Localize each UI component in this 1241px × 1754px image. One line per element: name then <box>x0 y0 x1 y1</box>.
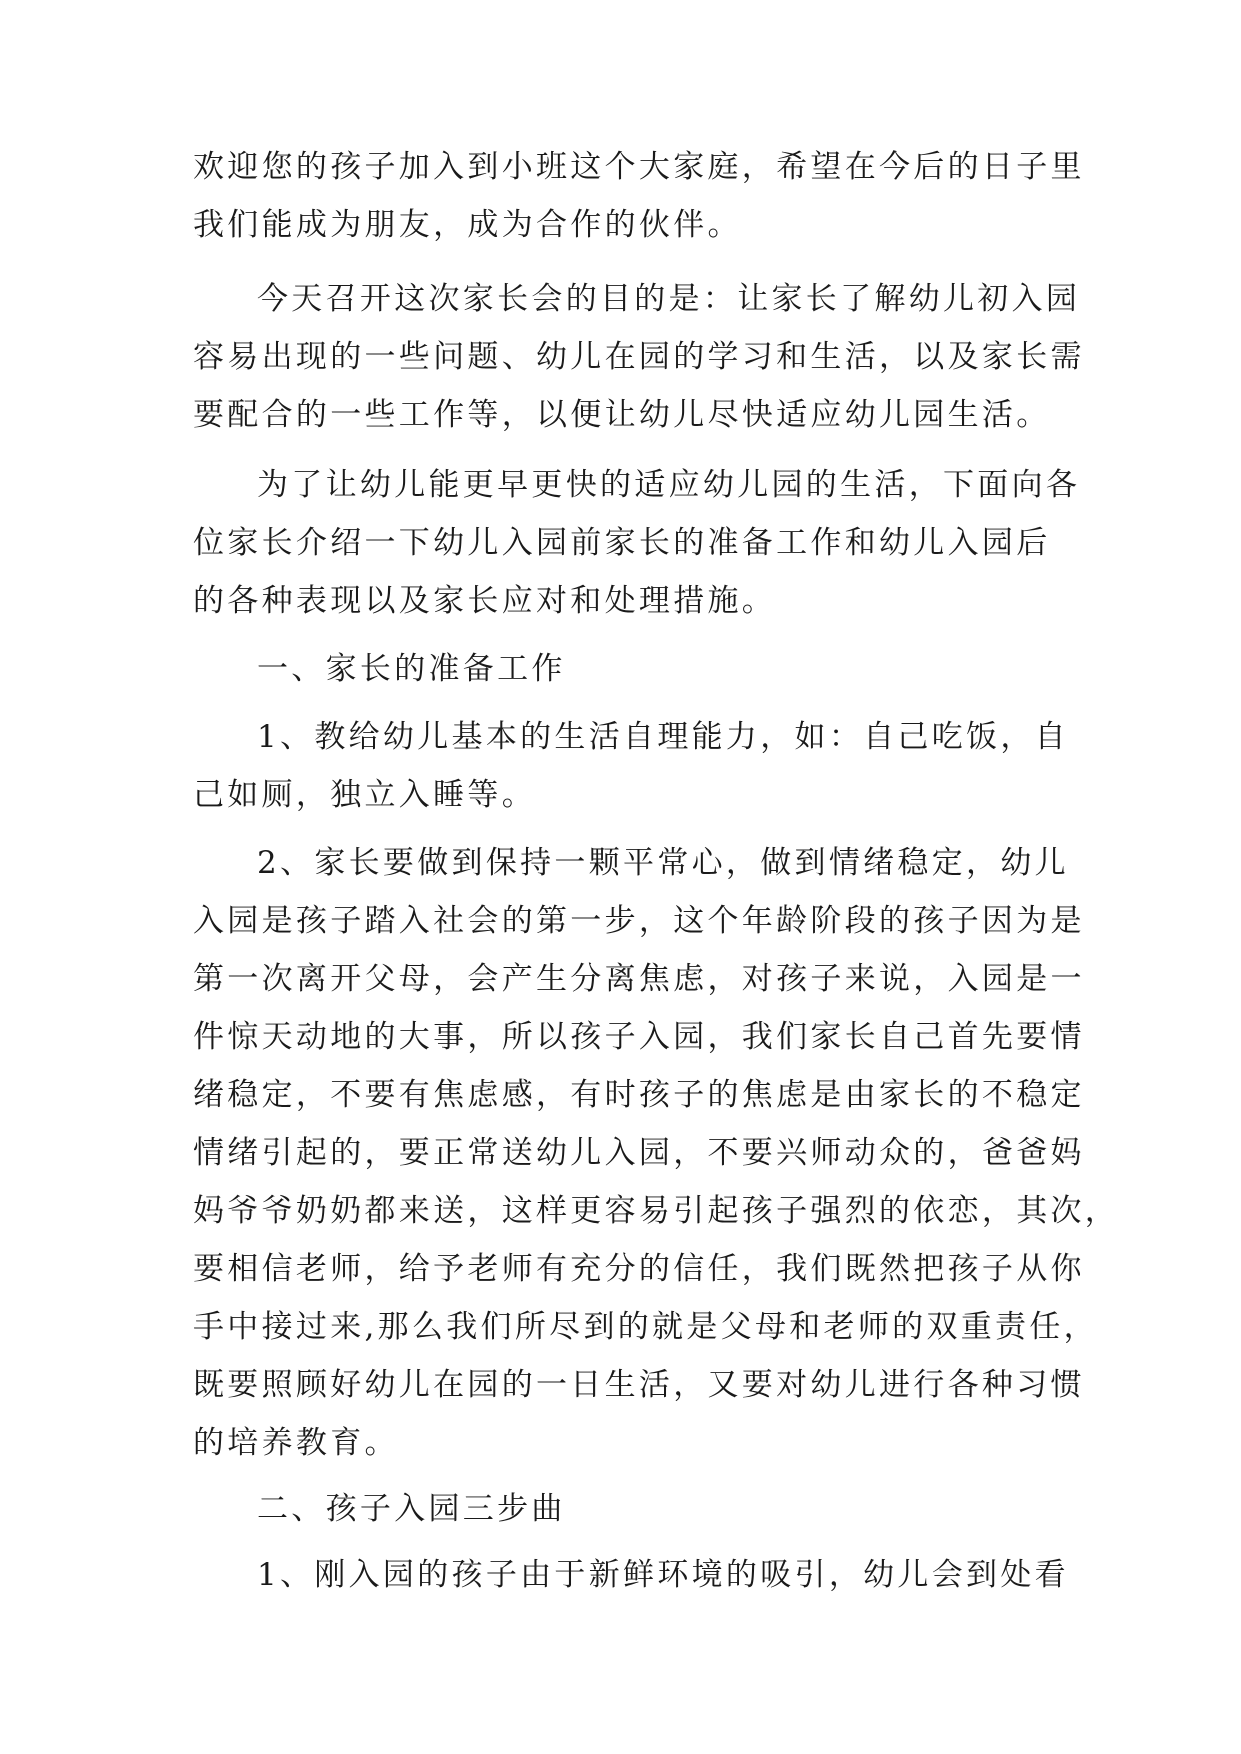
text-line-6: 为了让幼儿能更早更快的适应幼儿园的生活，下面向各 <box>257 467 1081 503</box>
text-line-9: 一、家长的准备工作 <box>257 651 566 687</box>
text-line-18: 妈爷爷奶奶都来送，这样更容易引起孩子强烈的依恋，其次， <box>193 1193 1120 1229</box>
text-line-2: 我们能成为朋友，成为合作的伙伴。 <box>193 207 742 243</box>
text-line-24: 1、刚入园的孩子由于新鲜环境的吸引，幼儿会到处看 <box>257 1557 1069 1593</box>
text-line-12: 2、家长要做到保持一颗平常心，做到情绪稳定，幼儿 <box>257 845 1069 881</box>
text-line-3: 今天召开这次家长会的目的是：让家长了解幼儿初入园 <box>257 281 1081 317</box>
text-line-8: 的各种表现以及家长应对和处理措施。 <box>193 583 777 619</box>
text-line-19: 要相信老师，给予老师有充分的信任，我们既然把孩子从你 <box>193 1251 1085 1287</box>
text-line-15: 件惊天动地的大事，所以孩子入园，我们家长自己首先要情 <box>193 1019 1085 1055</box>
text-line-23: 二、孩子入园三步曲 <box>257 1491 566 1527</box>
text-line-20: 手中接过来,那么我们所尽到的就是父母和老师的双重责任， <box>193 1309 1098 1345</box>
text-line-4: 容易出现的一些问题、幼儿在园的学习和生活，以及家长需 <box>193 339 1085 375</box>
text-line-13: 入园是孩子踏入社会的第一步，这个年龄阶段的孩子因为是 <box>193 903 1085 939</box>
text-line-10: 1、教给幼儿基本的生活自理能力，如：自己吃饭，自 <box>257 719 1069 755</box>
text-line-16: 绪稳定，不要有焦虑感，有时孩子的焦虑是由家长的不稳定 <box>193 1077 1085 1113</box>
text-line-7: 位家长介绍一下幼儿入园前家长的准备工作和幼儿入园后 <box>193 525 1051 561</box>
text-line-22: 的培养教育。 <box>193 1425 399 1461</box>
text-line-14: 第一次离开父母，会产生分离焦虑，对孩子来说，入园是一 <box>193 961 1085 997</box>
text-line-21: 既要照顾好幼儿在园的一日生活，又要对幼儿进行各种习惯 <box>193 1367 1085 1403</box>
text-line-11: 己如厕，独立入睡等。 <box>193 777 536 813</box>
text-line-5: 要配合的一些工作等，以便让幼儿尽快适应幼儿园生活。 <box>193 397 1051 433</box>
text-line-1: 欢迎您的孩子加入到小班这个大家庭，希望在今后的日子里 <box>193 149 1085 185</box>
text-line-17: 情绪引起的，要正常送幼儿入园，不要兴师动众的，爸爸妈 <box>193 1135 1085 1171</box>
